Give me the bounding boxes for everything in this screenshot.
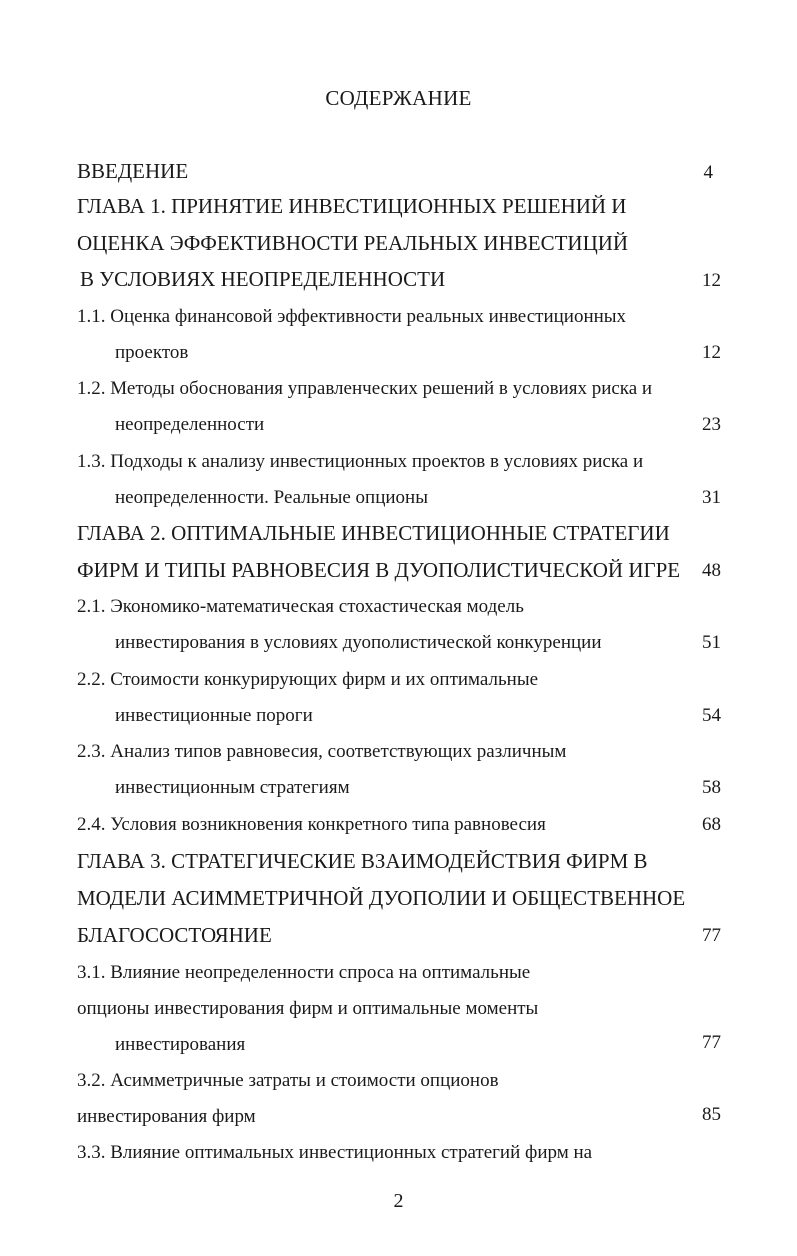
- toc-section-2-2: инвестиционные пороги: [115, 705, 313, 726]
- toc-section-3-1: инвестирования: [115, 1034, 246, 1055]
- toc-section-1-3: 1.3. Подходы к анализу инвестиционных проектов в условиях риска и: [77, 451, 644, 472]
- toc-entry-introduction: ВВЕДЕНИЕ: [77, 159, 189, 183]
- page-number: 2: [393, 1190, 404, 1212]
- toc-chapter-1-title: В УСЛОВИЯХ НЕОПРЕДЕЛЕННОСТИ: [80, 267, 446, 291]
- toc-section-3-2: инвестирования фирм: [77, 1106, 256, 1127]
- toc-section-3-1: опционы инвестирования фирм и оптимальные моменты: [77, 998, 539, 1019]
- toc-chapter-3-title: ГЛАВА 3. СТРАТЕГИЧЕСКИЕ ВЗАИМОДЕЙСТВИЯ ФИРМ В: [77, 849, 648, 873]
- toc-page-number: 31: [702, 487, 721, 508]
- toc-section-2-1: инвестирования в условиях дуополистической конкуренции: [115, 632, 602, 653]
- toc-section-1-1: проектов: [115, 342, 189, 363]
- toc-page-number: 77: [702, 1032, 721, 1053]
- toc-chapter-3-title: МОДЕЛИ АСИММЕТРИЧНОЙ ДУОПОЛИИ И ОБЩЕСТВЕННОЕ: [77, 886, 686, 910]
- toc-section-3-1: 3.1. Влияние неопределенности спроса на оптимальные: [77, 962, 531, 983]
- toc-section-2-4: 2.4. Условия возникновения конкретного типа равновесия: [77, 814, 546, 835]
- toc-section-1-2: 1.2. Методы обоснования управленческих решений в условиях риска и: [77, 378, 653, 399]
- toc-page-number: 58: [702, 777, 721, 798]
- toc-page-number: 23: [702, 414, 721, 435]
- toc-section-3-2: 3.2. Асимметричные затраты и стоимости опционов: [77, 1070, 499, 1091]
- toc-page-number: 68: [702, 814, 721, 835]
- page-title: СОДЕРЖАНИЕ: [325, 86, 472, 110]
- toc-chapter-2-title: ГЛАВА 2. ОПТИМАЛЬНЫЕ ИНВЕСТИЦИОННЫЕ СТРАТЕГИИ: [77, 521, 670, 545]
- toc-section-1-3: неопределенности. Реальные опционы: [115, 487, 428, 508]
- toc-page-number: 54: [702, 705, 721, 726]
- toc-page-number: 12: [702, 270, 721, 291]
- toc-page-number: 4: [703, 162, 713, 183]
- toc-section-1-1: 1.1. Оценка финансовой эффективности реальных инвестиционных: [77, 306, 627, 327]
- toc-section-2-3: инвестиционным стратегиям: [115, 777, 350, 798]
- toc-chapter-1-title: ОЦЕНКА ЭФФЕКТИВНОСТИ РЕАЛЬНЫХ ИНВЕСТИЦИЙ: [77, 231, 629, 255]
- toc-page-number: 85: [702, 1104, 721, 1125]
- toc-section-3-3: 3.3. Влияние оптимальных инвестиционных стратегий фирм на: [77, 1142, 593, 1163]
- toc-chapter-3-title: БЛАГОСОСТОЯНИЕ: [77, 923, 272, 947]
- toc-page-number: 51: [702, 632, 721, 653]
- toc-chapter-1-title: ГЛАВА 1. ПРИНЯТИЕ ИНВЕСТИЦИОННЫХ РЕШЕНИЙ И: [77, 194, 627, 218]
- toc-page-number: 12: [702, 342, 721, 363]
- toc-section-1-2: неопределенности: [115, 414, 265, 435]
- toc-page-number: 77: [702, 925, 721, 946]
- toc-section-2-1: 2.1. Экономико-математическая стохастическая модель: [77, 596, 524, 617]
- toc-page-number: 48: [702, 560, 721, 581]
- toc-chapter-2-title: ФИРМ И ТИПЫ РАВНОВЕСИЯ В ДУОПОЛИСТИЧЕСКОЙ ИГРЕ: [77, 558, 681, 582]
- toc-section-2-3: 2.3. Анализ типов равновесия, соответствующих различным: [77, 741, 567, 762]
- toc-section-2-2: 2.2. Стоимости конкурирующих фирм и их оптимальные: [77, 669, 539, 690]
